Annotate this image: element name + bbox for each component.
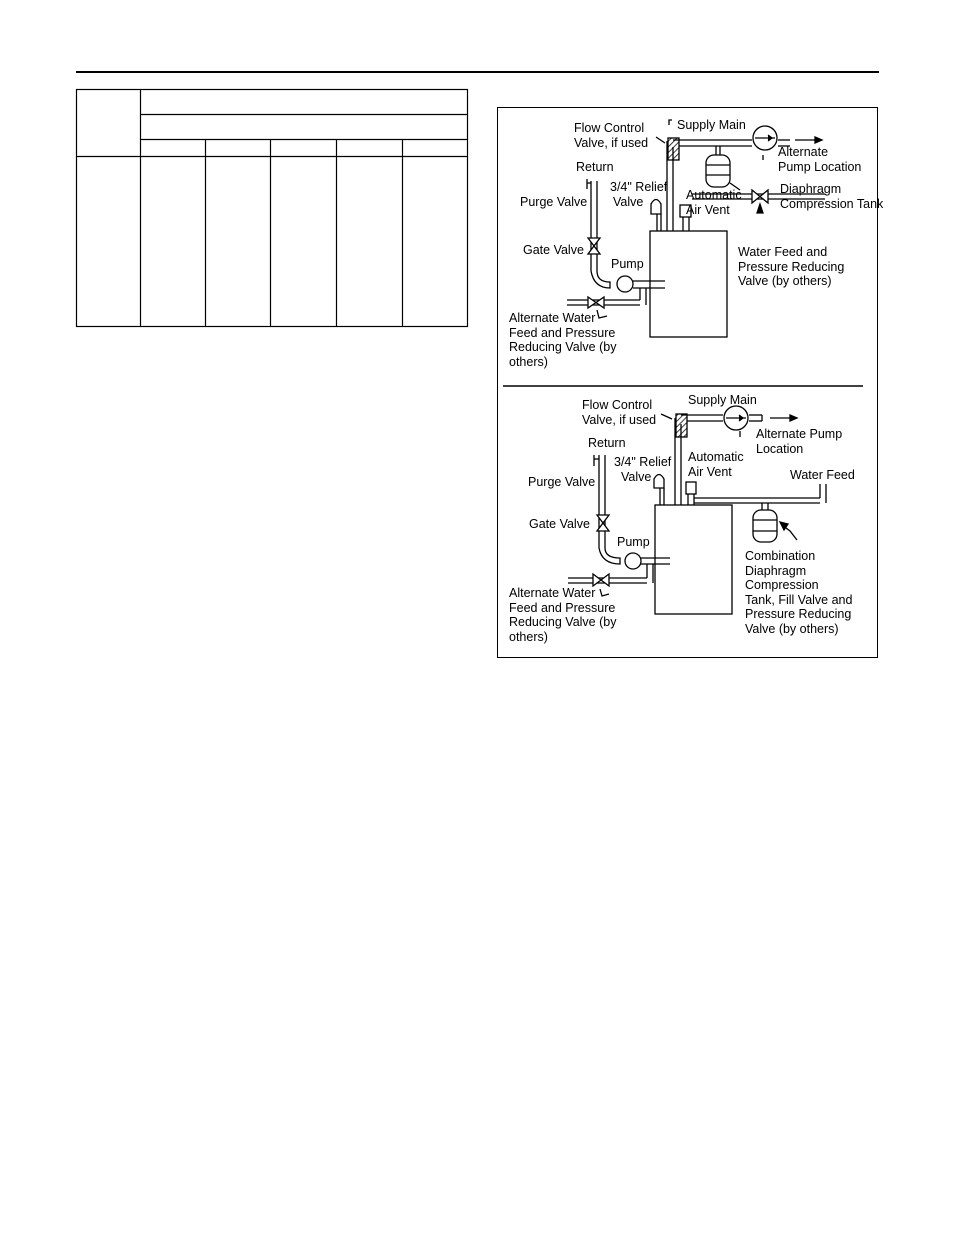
top-flow-control-label: Flow Control Valve, if used xyxy=(574,121,649,150)
top-water-feed-label: Water Feed and Pressure Reducing Valve (by others) xyxy=(738,245,845,289)
top-air-vent-label: Automatic Air Vent xyxy=(686,188,742,217)
bottom-air-vent-label: Automatic Air Vent xyxy=(688,450,744,479)
air-vent-bottom xyxy=(686,482,696,494)
top-alt-water-feed-label: Alternate Water Feed and Pressure Reducing Valve (by others) xyxy=(509,311,617,369)
bottom-alternate-pump-label: Alternate Pump Location xyxy=(756,427,843,456)
bottom-gate-valve-label: Gate Valve xyxy=(529,517,590,531)
top-pump-label: Pump xyxy=(611,257,644,271)
combo-tank-bottom xyxy=(753,510,777,542)
pump-bottom xyxy=(625,553,641,569)
top-diaphragm-tank-label: Diaphragm Compression Tank xyxy=(780,182,884,211)
bottom-supply-main-label: Supply Main xyxy=(688,393,757,407)
boiler-bottom xyxy=(655,505,732,614)
gate-valve-top xyxy=(588,238,600,254)
diaphragm-tank-top xyxy=(706,155,730,187)
top-supply-main-label: Supply Main xyxy=(677,118,746,132)
bottom-water-feed-label: Water Feed xyxy=(790,468,855,482)
flow-control-valve-top xyxy=(668,138,679,160)
bottom-return-label: Return xyxy=(588,436,626,450)
pump-top xyxy=(617,276,633,292)
bottom-combo-tank-label: Combination Diaphragm Compression Tank, Fill Valve and Pressure Reducing Valve (by others) xyxy=(745,549,853,636)
top-return-label: Return xyxy=(576,160,614,174)
bottom-pump-label: Pump xyxy=(617,535,650,549)
bottom-alt-water-feed-label: Alternate Water Feed and Pressure Reducing Valve (by others) xyxy=(509,586,617,644)
top-purge-valve-label: Purge Valve xyxy=(520,195,588,209)
boiler-top xyxy=(650,231,727,337)
top-relief-label: 3/4" Relief Valve xyxy=(610,180,668,209)
bottom-relief-label: 3/4" Relief Valve xyxy=(614,455,672,484)
bottom-flow-control-label: Flow Control Valve, if used xyxy=(582,398,657,427)
top-alternate-pump-label: Alternate Pump Location xyxy=(778,145,862,174)
flow-control-valve-bottom xyxy=(676,414,687,437)
bottom-purge-valve-label: Purge Valve xyxy=(528,475,596,489)
top-gate-valve-label: Gate Valve xyxy=(523,243,584,257)
